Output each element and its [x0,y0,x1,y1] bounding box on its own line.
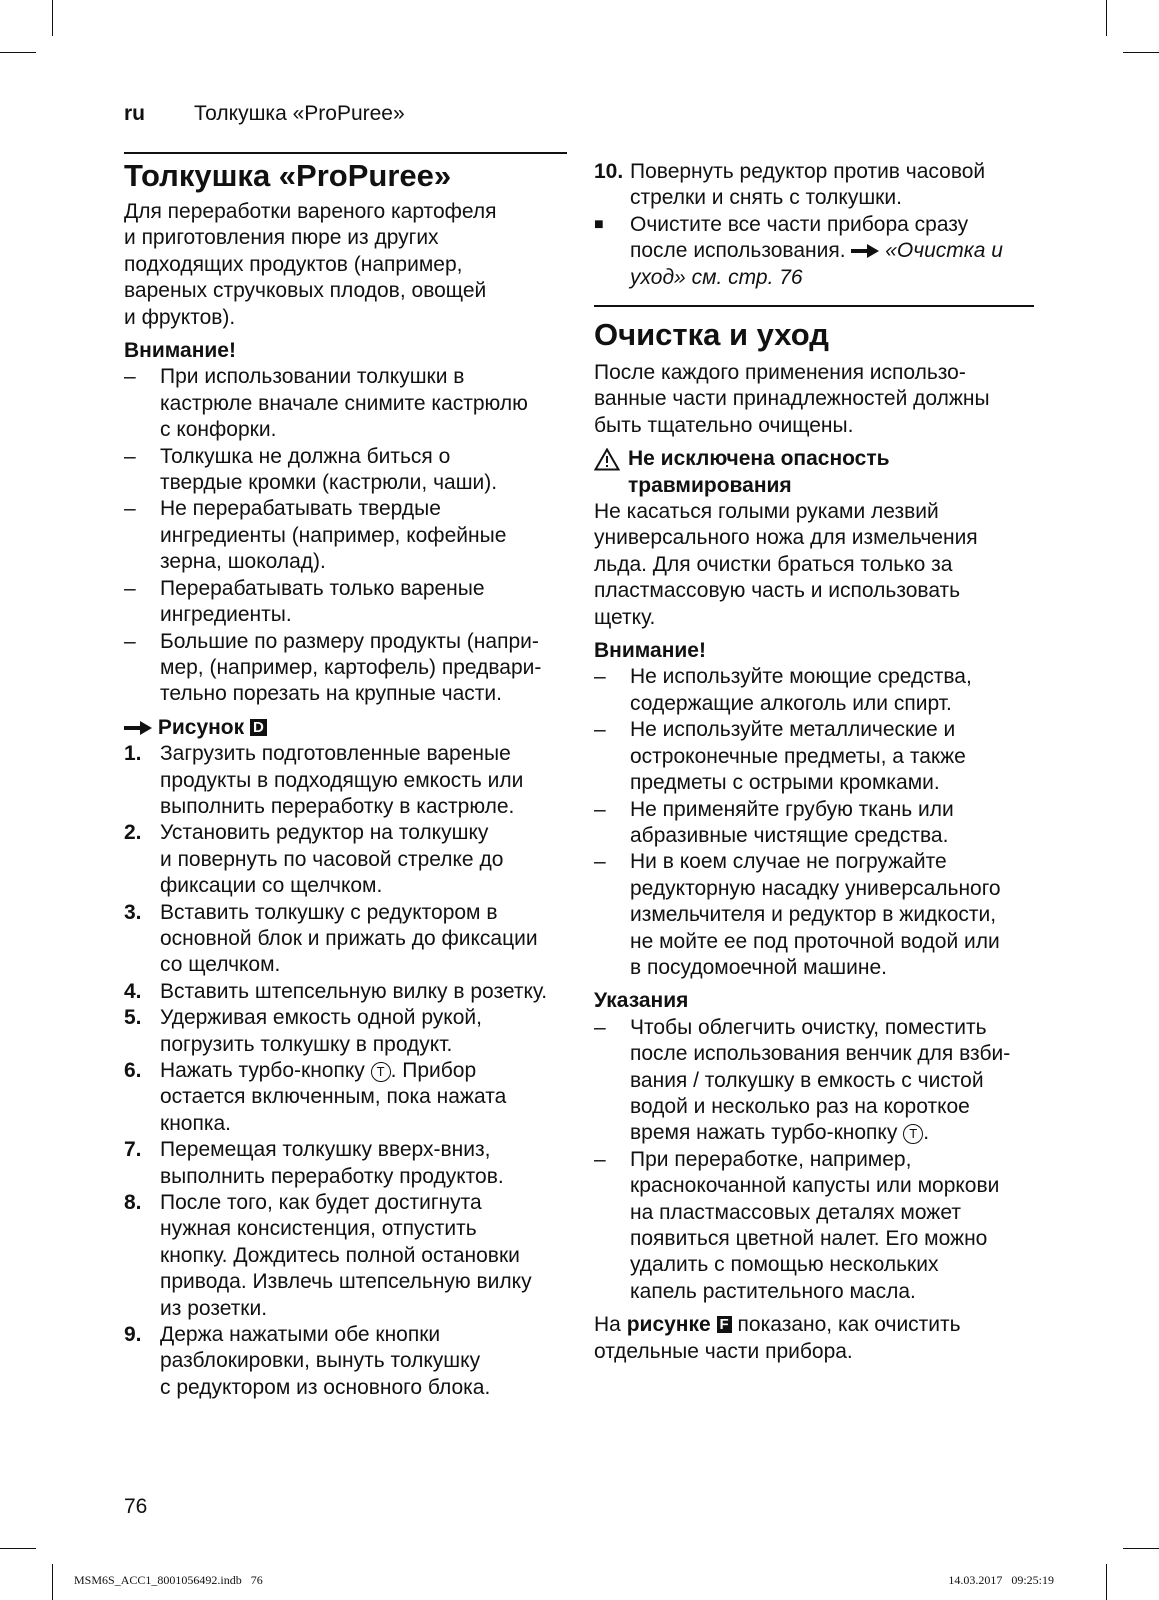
dash-marker: – [124,629,136,653]
text-line: Установить редуктор на толкушку [160,821,489,845]
text-line: Вставить штепсельную вилку в розетку. [160,979,548,1003]
text-line: льда. Для очистки браться только за [594,552,953,576]
step-item [124,741,567,820]
notes-title: Указания [594,989,689,1013]
crop-mark [1123,1548,1159,1549]
text-line: Для переработки вареного картофеля [124,200,497,223]
text-line: мер, (например, картофель) предвари- [160,655,542,679]
steps-list [124,741,567,1401]
cross-reference: уход» см. стр. 76 [630,265,803,289]
text-line: измельчителя и редуктор в жидкости, [630,903,997,927]
list-item [594,1147,1034,1305]
text-line: кнопку. Дождитесь полной остановки [160,1243,520,1267]
text-line: предметы с острыми кромками. [630,771,940,795]
text-line: отдельные части прибора. [594,1339,853,1363]
text-line: погрузить толкушку в продукт. [160,1032,453,1056]
dash-marker: – [124,576,136,600]
running-header-title: Толкушка «ProPuree» [194,102,405,125]
step-item [124,820,567,899]
text-line: Ни в коем случае не погружайте [630,850,947,874]
step-number: 2. [124,821,142,845]
step-item [124,1058,567,1137]
step-number: 3. [124,900,142,924]
list-item [124,444,567,497]
text-fragment: . Прибор [390,1059,477,1082]
text-fragment: после использования. [630,239,846,263]
text-line: подходящих продуктов (например, [124,252,463,276]
step-item [124,900,567,979]
text-line: Не используйте металлические и [630,718,956,742]
text-line: вания / толкушку в емкость с чистой [630,1068,984,1092]
square-bullet-icon: ■ [594,215,604,233]
crop-mark [1123,52,1159,53]
text-line: стрелки и снять с толкушки. [630,186,902,210]
text-line: краснокочанной капусты или моркови [630,1174,1000,1198]
print-slug-date: 14.03.2017 09:25:19 [948,1573,1054,1587]
list-item [594,797,1034,850]
list-item [594,717,1034,796]
step-number: 7. [124,1138,142,1162]
intro-paragraph [124,199,567,1401]
text-line [630,1120,1034,1146]
text-line: и фруктов). [124,305,236,329]
section-heading: Толкушка «ProPuree» [124,158,452,193]
step-item [594,159,1034,212]
dash-marker: – [594,1015,606,1039]
text-line: Не исключена опасность [628,447,890,471]
list-item [124,629,567,708]
figure-letter-badge: D [250,719,267,736]
text-line: вареных стручковых плодов, овощей [124,279,487,303]
text-line: редукторную насадку универсального [630,876,1001,900]
arrow-right-icon [124,721,152,735]
step-number: 1. [124,742,142,766]
step-item [124,1005,567,1058]
figure-letter-badge: F [717,1316,732,1333]
text-line: продукты в подходящую емкость или [160,768,524,792]
text-line: Не касаться голыми руками лезвий [594,500,939,524]
text-fragment: время нажать турбо-кнопку [630,1121,898,1145]
text-line: ингредиенты. [160,603,292,627]
text-fragment: рисунке [626,1313,711,1337]
figure-reference [124,715,567,741]
page-number: 76 [124,1495,148,1518]
text-line: универсального ножа для измельчения [594,526,978,550]
text-line: основной блок и прижать до фиксации [160,926,538,950]
text-line: Не перерабатывать твердые [160,497,441,521]
turbo-button-icon: T [371,1062,391,1082]
attention-title: Внимание! [124,339,236,363]
text-line: разблокировки, вынуть толкушку [160,1349,481,1373]
text-line: Повернуть редуктор против часовой [630,160,986,183]
text-line: Загрузить подготовленные вареные [160,742,511,766]
dash-marker: – [124,444,136,468]
list-item [124,364,567,443]
running-header [124,102,405,126]
text-line: пластмассовую часть и использовать [594,579,961,603]
bullet-item [594,212,1034,291]
text-line: Толкушка не должна биться о [160,444,451,468]
text-line: в посудомоечной машине. [630,955,887,979]
text-line: тельно порезать на крупные части. [160,682,502,706]
dash-marker: – [124,497,136,521]
text-line: Чтобы облегчить очистку, поместить [630,1015,987,1039]
step-number: 9. [124,1323,142,1347]
text-line: При переработке, например, [630,1147,912,1171]
text-fragment: Нажать турбо-кнопку [160,1059,365,1082]
cross-reference: «Очистка и [885,239,1003,263]
dash-marker: – [594,665,606,689]
step-number: 4. [124,979,142,1003]
text-fragment: . [923,1121,930,1145]
turbo-button-icon: T [903,1124,923,1144]
text-line: твердые кромки (кастрюли, чаши). [160,471,498,495]
text-line: остается включенным, пока нажата [160,1085,507,1109]
text-line: с конфорки. [160,418,277,442]
step-number: 5. [124,1006,142,1030]
dash-marker: – [124,365,136,389]
figure-label: Рисунок [157,715,245,739]
text-line [630,238,1034,264]
text-fragment: На [594,1313,621,1337]
text-line: зерна, шоколад). [160,550,326,574]
text-line: Перерабатывать только вареные [160,576,485,600]
text-line: капель растительного масла. [630,1279,916,1303]
section-rule [124,152,567,154]
crop-mark [0,52,36,53]
text-line: Большие по размеру продукты (напри- [160,629,539,653]
text-line [160,1058,567,1084]
section-heading: Очистка и уход [594,317,829,352]
final-paragraph [594,1312,1034,1365]
text-line: не мойте ее под проточной водой или [630,929,1000,953]
attention-title: Внимание! [594,639,706,663]
list-item [594,664,1034,717]
print-slug-file: MSM6S_ACC1_8001056492.indb 76 [74,1573,263,1587]
step-item [124,1190,567,1322]
text-line: на пластмассовых деталях может [630,1200,961,1224]
warning-title [594,446,1034,499]
dash-marker: – [594,718,606,742]
text-line: кастрюле вначале снимите кастрюлю [160,391,528,415]
text-line: Удерживая емкость одной рукой, [160,1006,482,1030]
crop-mark [1106,0,1107,36]
step-item [124,979,567,1005]
text-line: абразивные чистящие средства. [630,823,949,847]
text-line: выполнить переработку в кастрюле. [160,794,515,818]
list-item [124,576,567,629]
crop-mark [1106,1564,1107,1600]
text-line: При использовании толкушки в [160,365,465,389]
crop-mark [52,0,53,36]
warning-triangle-icon [594,448,620,471]
text-line: нужная консистенция, отпустить [160,1217,477,1241]
text-fragment: показано, как очистить [737,1313,961,1337]
text-line: водой и несколько раз на короткое [630,1094,970,1118]
text-line: остроконечные предметы, а также [630,744,966,768]
text-line: Не используйте моющие средства, [630,665,972,689]
text-line: Не применяйте грубую ткань или [630,797,954,821]
dash-marker: – [594,797,606,821]
text-line: фиксации со щелчком. [160,874,383,898]
text-line: после использования венчик для взби- [630,1042,1011,1066]
text-line: ванные части принадлежностей должны [594,387,990,411]
text-line: выполнить переработку продуктов. [160,1164,504,1188]
text-line: с редуктором из основного блока. [160,1375,491,1399]
text-line: кнопка. [160,1111,231,1135]
text-line: ингредиенты (например, кофейные [160,523,507,547]
step-number: 10. [594,160,624,183]
text-line: После каждого применения использо- [594,361,966,384]
text-line: привода. Извлечь штепсельную вилку [160,1270,532,1294]
text-line: Держа нажатыми обе кнопки [160,1323,441,1347]
text-line: После того, как будет достигнута [160,1191,482,1215]
text-line: со щелчком. [160,953,281,977]
step-item [124,1137,567,1190]
list-item [594,1015,1034,1147]
text-line: Вставить толкушку с редуктором в [160,900,498,924]
text-line: содержащие алкоголь или спирт. [630,691,952,715]
text-line: Перемещая толкушку вверх-вниз, [160,1138,491,1162]
section-rule [594,305,1034,307]
crop-mark [0,1548,36,1549]
text-line [594,1312,1034,1338]
step-number: 8. [124,1191,142,1215]
step-number: 6. [124,1059,142,1082]
list-item [594,849,1034,981]
text-line: быть тщательно очищены. [594,413,854,437]
dash-marker: – [594,850,606,874]
arrow-right-icon [851,244,879,258]
text-line: и повернуть по часовой стрелке до [160,847,504,871]
text-line: из розетки. [160,1296,268,1320]
text-line: появиться цветной налет. Его можно [630,1227,988,1250]
list-item [124,496,567,575]
text-line: Очистите все части прибора сразу [630,212,969,236]
text-line: травмирования [628,473,792,497]
text-line: и приготовления пюре из других [124,226,439,250]
crop-mark [52,1564,53,1600]
text-line: щетку. [594,605,656,629]
language-code: ru [124,102,145,125]
text-line: удалить с помощью нескольких [630,1253,939,1277]
step-item [124,1322,567,1401]
dash-marker: – [594,1147,606,1171]
